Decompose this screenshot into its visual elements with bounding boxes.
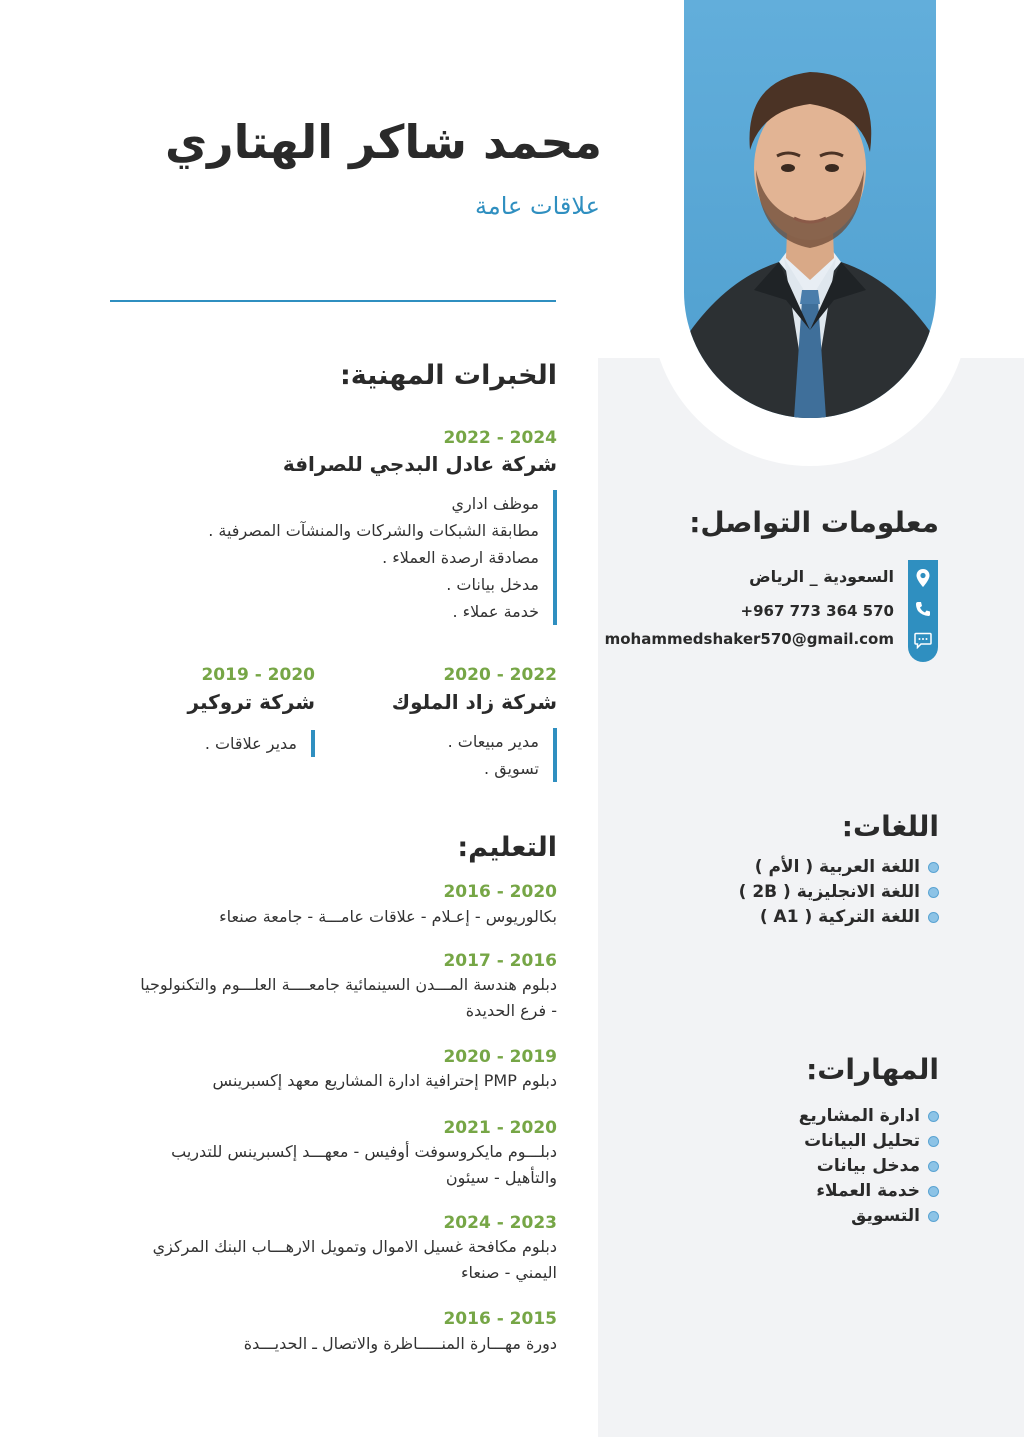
job-title: علاقات عامة <box>474 192 600 220</box>
contact-phone[interactable]: +967 773 364 570 <box>740 602 894 620</box>
duty-item: موظف اداري <box>451 494 539 513</box>
list-item: ادارة المشاريع <box>799 1104 939 1129</box>
education-title: دبلوم هندسة المـــدن السينمائية جامعــــة العلـــوم والتكنولوجيا - فرع الحديدة <box>140 975 557 1020</box>
bullet-dot-icon <box>928 862 939 873</box>
education-title: دورة مهـــارة المنـــــاظرة والاتصال ـ الحديـــدة <box>243 1334 557 1353</box>
person-portrait-icon <box>684 0 936 418</box>
education-heading: التعليم: <box>457 832 557 863</box>
education-years: 2024 - 2023 <box>443 1213 557 1233</box>
skills-heading: المهارات: <box>806 1053 939 1086</box>
education-years: 2021 - 2020 <box>443 1118 557 1138</box>
job-years: 2019 - 2020 <box>201 665 315 685</box>
education-title: دبلوم PMP إحترافية ادارة المشاريع معهد إكسبرينس <box>212 1071 557 1090</box>
list-item: خدمة العملاء <box>799 1179 939 1204</box>
job-company: شركة تروكير <box>187 690 315 714</box>
duty-item: مطابقة الشبكات والشركات والمنشآت المصرفية . <box>208 521 539 540</box>
list-item: مدخل بيانات <box>799 1154 939 1179</box>
bullet-dot-icon <box>928 1186 939 1197</box>
job-company: شركة عادل البدجي للصرافة <box>282 452 557 476</box>
languages-heading: اللغات: <box>841 810 939 843</box>
skills-list <box>799 1104 939 1229</box>
chat-message-icon <box>914 632 932 649</box>
education-years: 2016 - 2020 <box>443 882 557 902</box>
bullet-dot-icon <box>928 912 939 923</box>
contact-icon-bar <box>908 560 938 662</box>
experience-heading: الخبرات المهنية: <box>340 360 557 391</box>
education-years: 2017 - 2016 <box>443 951 557 971</box>
bullet-dot-icon <box>928 1111 939 1122</box>
bullet-dot-icon <box>928 887 939 898</box>
list-item: التسويق <box>799 1204 939 1229</box>
duty-item: مدير مبيعات . <box>447 732 539 751</box>
languages-list <box>739 855 939 930</box>
duty-item: مدخل بيانات . <box>446 575 539 594</box>
job-duties <box>208 490 557 625</box>
education-title: دبلـــوم مايكروسوفت أوفيس - معهـــد إكسبرينس للتدريب والتأهيل - سيئون <box>171 1142 557 1187</box>
education-title: دبلوم مكافحة غسيل الاموال وتمويل الارهـــاب البنك المركزي اليمني - صنعاء <box>152 1237 557 1282</box>
bullet-dot-icon <box>928 1136 939 1147</box>
job-duties <box>448 728 557 782</box>
duty-item: تسويق . <box>484 759 539 778</box>
contact-email[interactable]: mohammedshaker570@gmail.com <box>604 630 894 648</box>
duty-item: مصادقة ارصدة العملاء . <box>382 548 539 567</box>
job-years: 2020 - 2022 <box>443 665 557 685</box>
profile-photo <box>684 0 936 418</box>
location-pin-icon <box>915 568 931 588</box>
list-item: تحليل البيانات <box>799 1129 939 1154</box>
education-title: بكالوريوس - إعـلام - علاقات عامـــة - جامعة صنعاء <box>219 907 557 926</box>
bullet-dot-icon <box>928 1211 939 1222</box>
full-name: محمد شاكر الهتاري <box>164 115 602 169</box>
contact-heading: معلومات التواصل: <box>689 506 939 539</box>
duty-item: مدير علاقات . <box>204 734 297 753</box>
job-duties <box>205 730 315 757</box>
phone-icon <box>915 601 931 617</box>
bullet-dot-icon <box>928 1161 939 1172</box>
list-item: اللغة العربية ( الأم ) <box>739 855 939 880</box>
list-item: اللغة الانجليزية ( 2B ) <box>739 880 939 905</box>
education-years: 2016 - 2015 <box>443 1309 557 1329</box>
contact-location: السعودية _ الرياض <box>749 567 894 586</box>
education-years: 2020 - 2019 <box>443 1047 557 1067</box>
job-years: 2022 - 2024 <box>443 428 557 448</box>
job-company: شركة زاد الملوك <box>391 690 557 714</box>
list-item: اللغة التركية ( A1 ) <box>739 905 939 930</box>
header-divider <box>110 300 556 302</box>
duty-item: خدمة عملاء . <box>452 602 539 621</box>
